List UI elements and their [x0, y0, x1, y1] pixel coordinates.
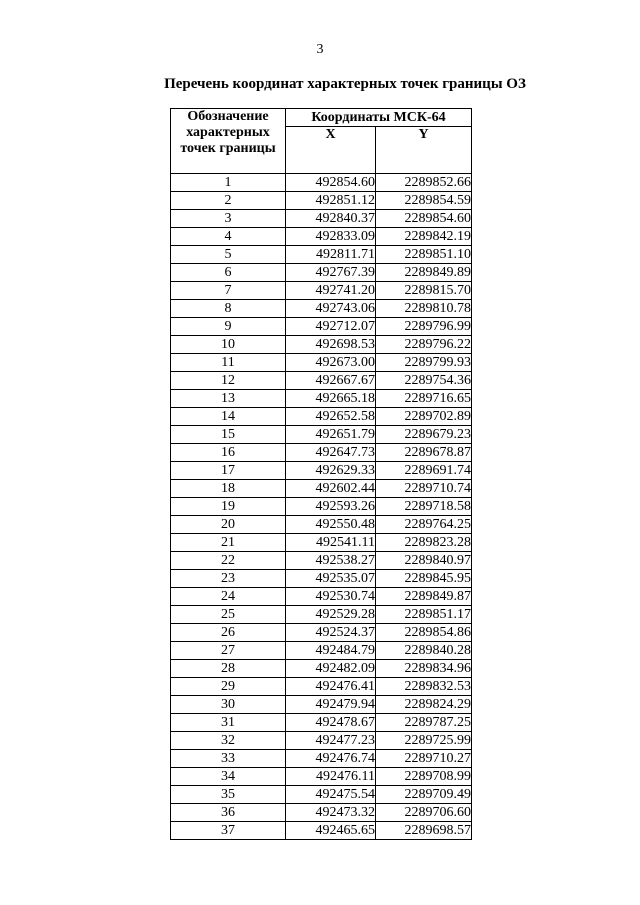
header-coordinates-system: Координаты МСК-64 — [286, 109, 472, 127]
y-coordinate-cell: 2289716.65 — [376, 390, 472, 408]
y-coordinate-cell: 2289764.25 — [376, 516, 472, 534]
x-coordinate-cell: 492767.39 — [286, 264, 376, 282]
y-coordinate-cell: 2289845.95 — [376, 570, 472, 588]
point-number-cell: 20 — [171, 516, 286, 534]
header-point-designation: Обозначение характерных точек границы — [171, 109, 286, 174]
y-coordinate-cell: 2289709.49 — [376, 786, 472, 804]
table-row — [171, 552, 472, 570]
table-row — [171, 390, 472, 408]
point-number-cell: 9 — [171, 318, 286, 336]
y-coordinate-cell: 2289796.99 — [376, 318, 472, 336]
table-row — [171, 264, 472, 282]
x-coordinate-cell: 492541.11 — [286, 534, 376, 552]
point-number-cell: 27 — [171, 642, 286, 660]
table-row — [171, 354, 472, 372]
y-coordinate-cell: 2289799.93 — [376, 354, 472, 372]
point-number-cell: 4 — [171, 228, 286, 246]
x-coordinate-cell: 492854.60 — [286, 174, 376, 192]
point-number-cell: 12 — [171, 372, 286, 390]
table-row — [171, 714, 472, 732]
x-coordinate-cell: 492593.26 — [286, 498, 376, 516]
x-coordinate-cell: 492476.41 — [286, 678, 376, 696]
point-number-cell: 7 — [171, 282, 286, 300]
table-row — [171, 372, 472, 390]
point-number-cell: 29 — [171, 678, 286, 696]
table-row — [171, 570, 472, 588]
x-coordinate-cell: 492476.11 — [286, 768, 376, 786]
y-coordinate-cell: 2289679.23 — [376, 426, 472, 444]
table-row — [171, 174, 472, 192]
point-number-cell: 2 — [171, 192, 286, 210]
table-row — [171, 660, 472, 678]
x-coordinate-cell: 492482.09 — [286, 660, 376, 678]
x-coordinate-cell: 492465.65 — [286, 822, 376, 840]
table-row — [171, 408, 472, 426]
y-coordinate-cell: 2289852.66 — [376, 174, 472, 192]
x-coordinate-cell: 492479.94 — [286, 696, 376, 714]
table-row — [171, 642, 472, 660]
table-row — [171, 678, 472, 696]
y-coordinate-cell: 2289702.89 — [376, 408, 472, 426]
x-coordinate-cell: 492851.12 — [286, 192, 376, 210]
y-coordinate-cell: 2289824.29 — [376, 696, 472, 714]
point-number-cell: 14 — [171, 408, 286, 426]
y-coordinate-cell: 2289851.17 — [376, 606, 472, 624]
y-coordinate-cell: 2289851.10 — [376, 246, 472, 264]
page-number: 3 — [316, 42, 324, 57]
y-coordinate-cell: 2289691.74 — [376, 462, 472, 480]
point-number-cell: 8 — [171, 300, 286, 318]
table-row — [171, 480, 472, 498]
table-row — [171, 786, 472, 804]
y-coordinate-cell: 2289849.87 — [376, 588, 472, 606]
y-coordinate-cell: 2289834.96 — [376, 660, 472, 678]
y-coordinate-cell: 2289678.87 — [376, 444, 472, 462]
point-number-cell: 18 — [171, 480, 286, 498]
point-number-cell: 16 — [171, 444, 286, 462]
x-coordinate-cell: 492530.74 — [286, 588, 376, 606]
point-number-cell: 37 — [171, 822, 286, 840]
point-number-cell: 35 — [171, 786, 286, 804]
y-coordinate-cell: 2289787.25 — [376, 714, 472, 732]
table-row — [171, 498, 472, 516]
y-coordinate-cell: 2289842.19 — [376, 228, 472, 246]
x-coordinate-cell: 492473.32 — [286, 804, 376, 822]
point-number-cell: 19 — [171, 498, 286, 516]
point-number-cell: 30 — [171, 696, 286, 714]
x-coordinate-cell: 492743.06 — [286, 300, 376, 318]
y-coordinate-cell: 2289815.70 — [376, 282, 472, 300]
point-number-cell: 3 — [171, 210, 286, 228]
table-row — [171, 210, 472, 228]
point-number-cell: 24 — [171, 588, 286, 606]
x-coordinate-cell: 492698.53 — [286, 336, 376, 354]
point-number-cell: 23 — [171, 570, 286, 588]
document-title: Перечень координат характерных точек границы ОЗ — [164, 76, 526, 92]
point-number-cell: 33 — [171, 750, 286, 768]
table-row — [171, 624, 472, 642]
y-coordinate-cell: 2289796.22 — [376, 336, 472, 354]
table-row — [171, 804, 472, 822]
point-number-cell: 36 — [171, 804, 286, 822]
point-number-cell: 25 — [171, 606, 286, 624]
header-y: Y — [376, 127, 472, 174]
y-coordinate-cell: 2289698.57 — [376, 822, 472, 840]
x-coordinate-cell: 492652.58 — [286, 408, 376, 426]
x-coordinate-cell: 492524.37 — [286, 624, 376, 642]
point-number-cell: 15 — [171, 426, 286, 444]
x-coordinate-cell: 492665.18 — [286, 390, 376, 408]
table-row — [171, 462, 472, 480]
header-x: X — [286, 127, 376, 174]
y-coordinate-cell: 2289823.28 — [376, 534, 472, 552]
x-coordinate-cell: 492602.44 — [286, 480, 376, 498]
point-number-cell: 17 — [171, 462, 286, 480]
table-row — [171, 426, 472, 444]
table-row — [171, 588, 472, 606]
point-number-cell: 1 — [171, 174, 286, 192]
x-coordinate-cell: 492629.33 — [286, 462, 376, 480]
point-number-cell: 11 — [171, 354, 286, 372]
point-number-cell: 31 — [171, 714, 286, 732]
table-row — [171, 768, 472, 786]
point-number-cell: 10 — [171, 336, 286, 354]
table-row — [171, 300, 472, 318]
y-coordinate-cell: 2289754.36 — [376, 372, 472, 390]
table-row — [171, 318, 472, 336]
table-body — [171, 174, 472, 840]
table-row — [171, 516, 472, 534]
y-coordinate-cell: 2289810.78 — [376, 300, 472, 318]
y-coordinate-cell: 2289708.99 — [376, 768, 472, 786]
x-coordinate-cell: 492651.79 — [286, 426, 376, 444]
y-coordinate-cell: 2289725.99 — [376, 732, 472, 750]
table-row — [171, 606, 472, 624]
point-number-cell: 6 — [171, 264, 286, 282]
table-row — [171, 732, 472, 750]
x-coordinate-cell: 492647.73 — [286, 444, 376, 462]
table-row — [171, 228, 472, 246]
point-number-cell: 34 — [171, 768, 286, 786]
y-coordinate-cell: 2289854.86 — [376, 624, 472, 642]
point-number-cell: 26 — [171, 624, 286, 642]
table-row — [171, 444, 472, 462]
x-coordinate-cell: 492475.54 — [286, 786, 376, 804]
x-coordinate-cell: 492478.67 — [286, 714, 376, 732]
y-coordinate-cell: 2289706.60 — [376, 804, 472, 822]
x-coordinate-cell: 492550.48 — [286, 516, 376, 534]
point-number-cell: 22 — [171, 552, 286, 570]
x-coordinate-cell: 492741.20 — [286, 282, 376, 300]
y-coordinate-cell: 2289840.97 — [376, 552, 472, 570]
x-coordinate-cell: 492476.74 — [286, 750, 376, 768]
point-number-cell: 5 — [171, 246, 286, 264]
x-coordinate-cell: 492529.28 — [286, 606, 376, 624]
table-row — [171, 822, 472, 840]
x-coordinate-cell: 492712.07 — [286, 318, 376, 336]
y-coordinate-cell: 2289710.27 — [376, 750, 472, 768]
point-number-cell: 28 — [171, 660, 286, 678]
x-coordinate-cell: 492673.00 — [286, 354, 376, 372]
x-coordinate-cell: 492484.79 — [286, 642, 376, 660]
table-row — [171, 534, 472, 552]
y-coordinate-cell: 2289840.28 — [376, 642, 472, 660]
y-coordinate-cell: 2289718.58 — [376, 498, 472, 516]
x-coordinate-cell: 492477.23 — [286, 732, 376, 750]
point-number-cell: 21 — [171, 534, 286, 552]
point-number-cell: 13 — [171, 390, 286, 408]
table-row — [171, 696, 472, 714]
y-coordinate-cell: 2289854.59 — [376, 192, 472, 210]
y-coordinate-cell: 2289854.60 — [376, 210, 472, 228]
table-row — [171, 246, 472, 264]
point-number-cell: 32 — [171, 732, 286, 750]
coordinates-table — [170, 108, 472, 840]
table-row — [171, 192, 472, 210]
table-row — [171, 336, 472, 354]
x-coordinate-cell: 492667.67 — [286, 372, 376, 390]
table-row — [171, 282, 472, 300]
table-row — [171, 750, 472, 768]
x-coordinate-cell: 492840.37 — [286, 210, 376, 228]
x-coordinate-cell: 492535.07 — [286, 570, 376, 588]
x-coordinate-cell: 492538.27 — [286, 552, 376, 570]
y-coordinate-cell: 2289832.53 — [376, 678, 472, 696]
x-coordinate-cell: 492811.71 — [286, 246, 376, 264]
y-coordinate-cell: 2289849.89 — [376, 264, 472, 282]
x-coordinate-cell: 492833.09 — [286, 228, 376, 246]
y-coordinate-cell: 2289710.74 — [376, 480, 472, 498]
